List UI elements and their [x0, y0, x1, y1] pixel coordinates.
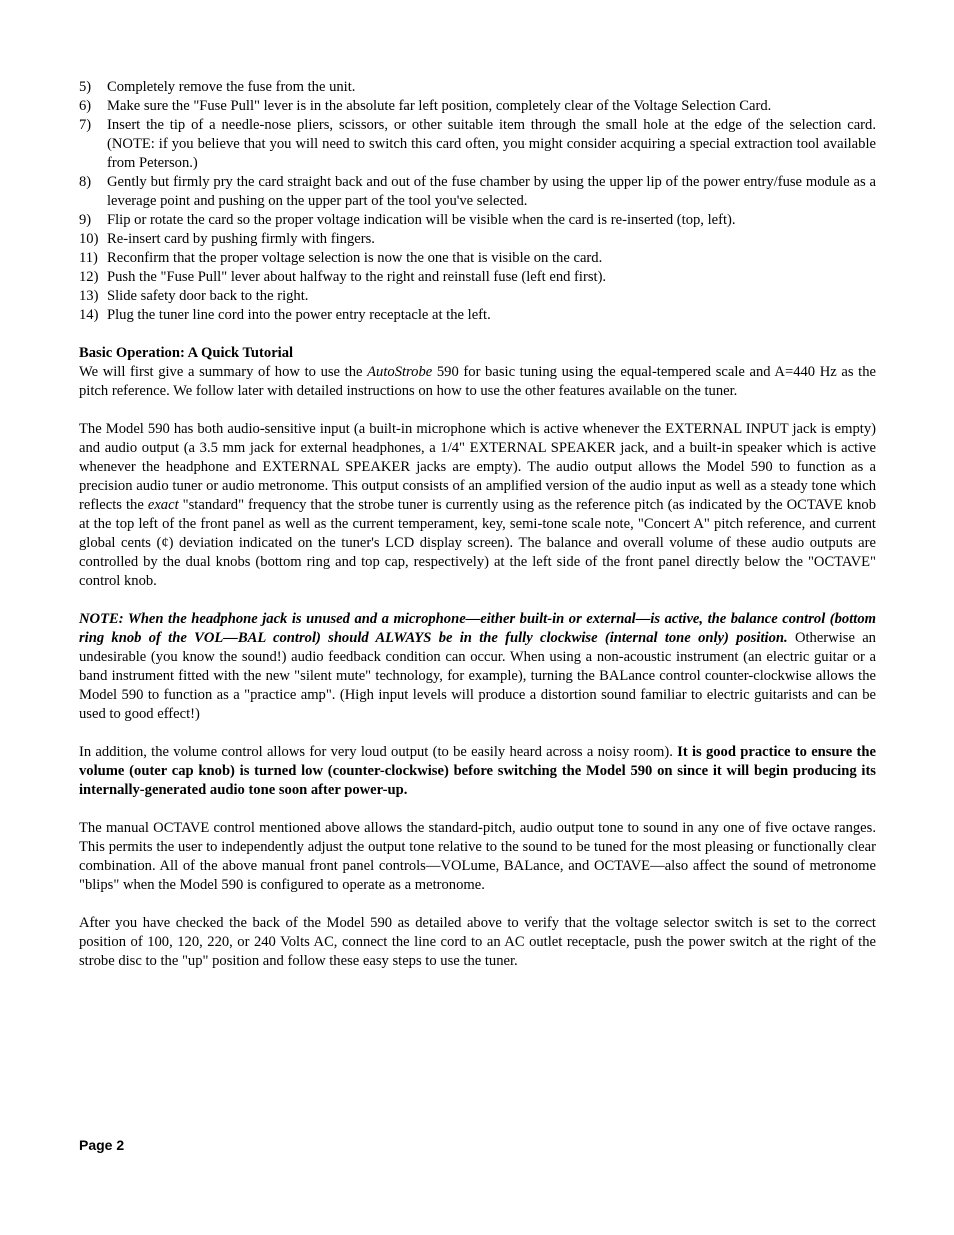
list-item: 11) Reconfirm that the proper voltage selection is now the one that is visible on the card. [79, 250, 603, 266]
list-item: 7) Insert the tip of a needle-nose pliers, scissors, or other suitable item through the small hole at the edge of the selection card. (NOTE: if you believe that you will need to switch this card often, you might consider acquiring a special extraction tool available from Peterson.) [79, 117, 876, 171]
tutorial-intro-paragraph: We will first give a summary of how to use the AutoStrobe 590 for basic tuning using the equal-tempered scale and A=440 Hz as the pitch reference. We follow later with detailed instructions on how to use the other features available on the tuner. [79, 364, 876, 399]
list-item: 8) Gently but firmly pry the card straight back and out of the fuse chamber by using the upper lip of the power entry/fuse module as a leverage point and pushing on the upper part of the tool you've selected. [79, 174, 876, 209]
document-body [79, 78, 876, 971]
list-item: 10) Re-insert card by pushing firmly with fingers. [79, 231, 375, 247]
list-item: 6) Make sure the "Fuse Pull" lever is in the absolute far left position, completely clear of the Voltage Selection Card. [79, 98, 772, 114]
setup-paragraph: After you have checked the back of the Model 590 as detailed above to verify that the voltage selector switch is set to the correct position of 100, 120, 220, or 240 Volts AC, connect the line cord to an AC outlet receptacle, push the power switch at the right of the strobe disc to the "up" position and follow these easy steps to use the tuner. [79, 915, 876, 969]
note-paragraph: NOTE: When the headphone jack is unused and a microphone—either built-in or external—is active, the balance control (bottom ring knob of the VOL—BAL control) should ALWAYS be in the fully clockwise (internal tone only) position. Otherwise an undesirable (you know the sound!) audio feedback condition can occur. When using a non-acoustic instrument (an electric guitar or a band instrument fitted with the new "silent mute" technology, for example), turning the BALance control counter-clockwise allows the Model 590 to function as a "practice amp". (High input levels will produce a distortion sound familiar to electric guitarists and can be used to good effect!) [79, 611, 876, 722]
octave-paragraph: The manual OCTAVE control mentioned above allows the standard-pitch, audio output tone to sound in any one of five octave ranges. This permits the user to independently adjust the output tone relative to the sound to be tuned for the most pleasing or functionally clear combination. All of the above manual front panel controls—VOLume, BALance, and OCTAVE—also affect the sound of metronome "blips" when the Model 590 is configured to operate as a metronome. [79, 820, 876, 893]
list-item: 13) Slide safety door back to the right. [79, 288, 309, 304]
list-item: 5) Completely remove the fuse from the unit. [79, 79, 356, 95]
list-item: 9) Flip or rotate the card so the proper voltage indication will be visible when the card is re-inserted (top, left). [79, 212, 736, 228]
list-item: 12) Push the "Fuse Pull" lever about halfway to the right and reinstall fuse (left end first). [79, 269, 607, 285]
page-number: Page 2 [79, 1137, 125, 1153]
procedure-steps [79, 78, 876, 325]
list-item: 14) Plug the tuner line cord into the power entry receptacle at the left. [79, 307, 491, 323]
volume-paragraph: In addition, the volume control allows for very loud output (to be easily heard across a noisy room). It is good practice to ensure the volume (outer cap knob) is turned low (counter-clockwise) before switching the Model 590 on since it will begin producing its internally-generated audio tone soon after power-up. [79, 744, 876, 798]
section-heading: Basic Operation: A Quick Tutorial [79, 345, 294, 361]
audio-io-paragraph: The Model 590 has both audio-sensitive input (a built-in microphone which is active whenever the EXTERNAL INPUT jack is empty) and audio output (a 3.5 mm jack for external headphones, a 1/4" EXTERNAL SPEAKER jack, and a built-in speaker which is active whenever the headphone and EXTERNAL SPEAKER jacks are empty). The audio output allows the Model 590 to function as a precision audio tuner or audio metronome. This output consists of an amplified version of the audio input as well as a steady tone which reflects the exact "standard" frequency that the strobe tuner is currently using as the reference pitch (as indicated by the OCTAVE knob at the top left of the front panel as well as the current temperament, key, semi-tone scale note, "Concert A" pitch reference, and current global cents (¢) deviation indicated on the tuner's LCD display screen). The balance and overall volume of these audio outputs are controlled by the dual knobs (bottom ring and top cap, respectively) at the left side of the front panel directly below the "OCTAVE" control knob. [79, 421, 876, 589]
